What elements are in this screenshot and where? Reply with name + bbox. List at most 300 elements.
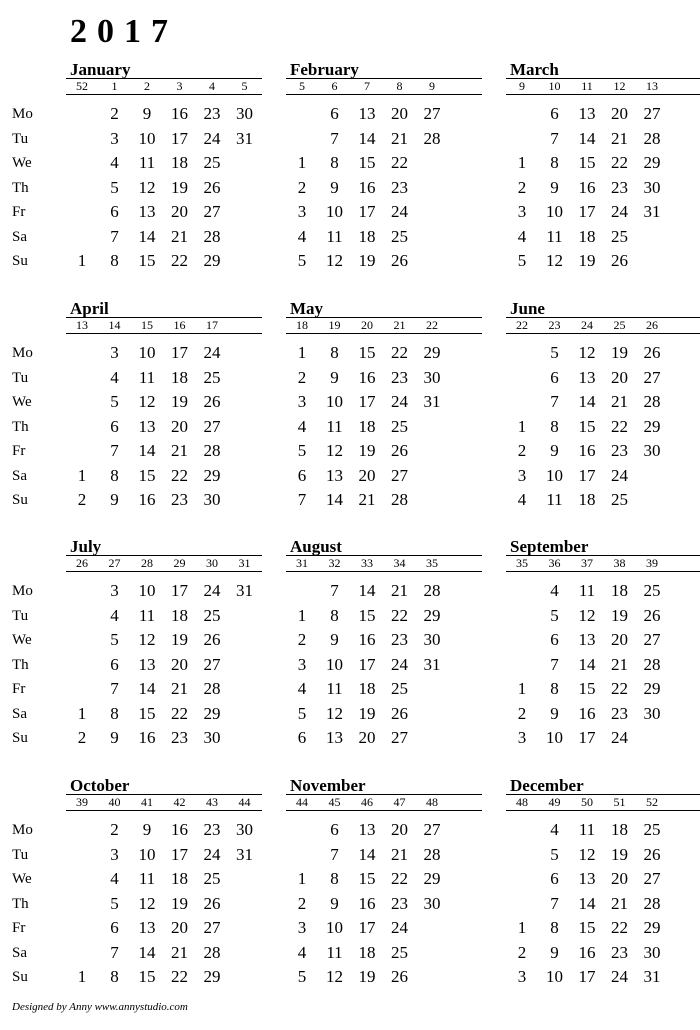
day-cell: 21: [391, 844, 408, 864]
day-cell: 22: [611, 918, 628, 937]
day-cell: 28: [643, 893, 661, 913]
day-cell: 5: [110, 177, 119, 197]
day-cell: 11: [326, 942, 343, 962]
day-cell: 23: [203, 820, 221, 839]
day-cell: 22: [391, 605, 408, 625]
day-cell: 15: [358, 605, 376, 625]
day-cell: 10: [546, 728, 563, 747]
weekday-label: Fr: [12, 920, 26, 936]
week-number: 18: [296, 318, 308, 332]
day-cell: 28: [203, 679, 221, 698]
month-october: [66, 778, 266, 993]
day-cell: 22: [391, 869, 408, 888]
week-number: 6: [331, 79, 338, 93]
day-cell: 28: [203, 226, 221, 246]
day-cell: 30: [643, 942, 661, 962]
day-cell: 26: [611, 251, 628, 270]
day-cell: 22: [171, 967, 188, 986]
day-cell: 2: [517, 441, 527, 460]
day-cell: 3: [297, 392, 307, 411]
day-cell: 2: [517, 942, 527, 962]
day-cell: 16: [578, 177, 596, 197]
day-cell: 10: [138, 343, 156, 362]
day-cell: 4: [110, 367, 119, 387]
week-number-row: [506, 317, 700, 334]
day-cell: 18: [358, 226, 376, 246]
day-cell: 25: [391, 942, 408, 962]
weekday-label: We: [12, 632, 32, 648]
day-cell: 8: [330, 343, 339, 362]
month-name: December: [510, 776, 584, 795]
day-cell: 30: [423, 630, 441, 649]
day-cell: 16: [171, 820, 188, 839]
day-cell: 14: [578, 893, 596, 913]
day-cell: 24: [391, 918, 408, 937]
week-number-row: [286, 78, 482, 95]
weekday-label: Su: [12, 730, 28, 746]
day-cell: 13: [578, 630, 596, 649]
day-cell: 12: [138, 893, 156, 913]
week-number: 39: [76, 795, 88, 809]
week-number: 19: [328, 318, 341, 332]
day-cell: 10: [138, 128, 156, 148]
week-number-row: [506, 794, 700, 811]
weekday-label: Tu: [12, 607, 29, 624]
day-cell: 6: [297, 728, 307, 747]
day-cell: 11: [138, 605, 156, 625]
month-august: [286, 539, 486, 754]
day-cell: 16: [358, 630, 376, 649]
day-cell: 25: [391, 679, 408, 698]
day-cell: 16: [138, 490, 156, 509]
day-cell: 8: [550, 416, 559, 436]
week-number: 44: [238, 795, 251, 809]
day-cell: 25: [391, 226, 408, 246]
day-cell: 10: [138, 844, 156, 864]
day-cell: 2: [297, 630, 307, 649]
day-cell: 20: [171, 654, 188, 674]
week-number-row: [286, 794, 482, 811]
day-cell: 11: [578, 820, 596, 839]
day-cell: 16: [578, 703, 596, 723]
day-cell: 18: [358, 942, 376, 962]
month-may: [286, 301, 486, 516]
month-name: June: [510, 299, 545, 318]
day-cell: 8: [110, 465, 119, 485]
day-cell: 11: [546, 490, 563, 509]
day-cell: 10: [326, 392, 343, 411]
day-cell: 15: [578, 918, 596, 937]
week-number: 46: [361, 795, 373, 809]
day-cell: 7: [330, 581, 339, 600]
day-cell: 15: [138, 251, 156, 270]
day-cell: 8: [550, 153, 559, 172]
day-cell: 4: [297, 416, 307, 436]
day-cell: 2: [110, 820, 119, 839]
weekday-label: Fr: [12, 443, 26, 459]
day-cell: 10: [546, 465, 563, 485]
day-cell: 15: [578, 416, 596, 436]
weekday-label: Tu: [12, 369, 29, 386]
day-cell: 1: [77, 251, 87, 270]
day-cell: 9: [550, 177, 559, 197]
weekday-label: Sa: [12, 467, 27, 484]
day-cell: 27: [203, 202, 221, 221]
day-cell: 24: [611, 465, 628, 485]
day-cell: 8: [330, 869, 339, 888]
week-number: 4: [209, 79, 215, 93]
day-cell: 28: [643, 654, 661, 674]
day-cell: 6: [110, 202, 119, 221]
day-cell: 17: [171, 128, 188, 148]
day-cell: 5: [110, 893, 119, 913]
day-cell: 28: [643, 128, 661, 148]
weekday-label: Mo: [12, 583, 33, 599]
day-cell: 24: [203, 343, 221, 362]
day-cell: 17: [171, 844, 188, 864]
week-number: 38: [613, 556, 626, 570]
week-number: 5: [299, 79, 305, 93]
day-cell: 9: [330, 630, 339, 649]
day-cell: 11: [326, 226, 343, 246]
day-cell: 8: [550, 679, 559, 698]
week-number: 36: [548, 556, 561, 570]
day-cell: 29: [203, 465, 221, 485]
day-cell: 1: [517, 153, 527, 172]
day-cell: 2: [517, 703, 527, 723]
day-cell: 29: [643, 153, 661, 172]
day-cell: 21: [611, 392, 628, 411]
day-cell: 7: [330, 844, 339, 864]
day-cell: 22: [391, 153, 408, 172]
day-cell: 3: [297, 202, 307, 221]
day-cell: 8: [330, 605, 339, 625]
day-cell: 27: [423, 820, 441, 839]
day-cell: 22: [391, 343, 408, 362]
week-number: 40: [108, 795, 121, 809]
day-cell: 2: [110, 104, 119, 123]
month-name: September: [510, 537, 589, 556]
day-cell: 20: [611, 630, 628, 649]
day-cell: 14: [358, 844, 376, 864]
day-cell: 26: [391, 703, 408, 723]
day-cell: 13: [138, 654, 156, 674]
day-cell: 17: [358, 654, 376, 674]
day-cell: 11: [138, 367, 156, 387]
day-cell: 24: [611, 202, 628, 221]
day-cell: 14: [138, 441, 156, 460]
month-july: [66, 539, 266, 754]
day-cell: 21: [611, 128, 628, 148]
day-cell: 1: [77, 703, 87, 723]
week-number: 9: [519, 79, 525, 93]
day-cell: 27: [203, 654, 221, 674]
day-cell: 9: [142, 820, 152, 839]
day-cell: 2: [517, 177, 527, 197]
day-cell: 13: [358, 820, 376, 839]
day-cell: 7: [110, 942, 119, 962]
day-cell: 24: [391, 654, 408, 674]
month-january: [66, 62, 266, 277]
day-cell: 27: [643, 630, 661, 649]
day-cell: 20: [358, 728, 376, 747]
day-cell: 12: [326, 441, 343, 460]
designer-credit: Designed by Anny www.annystudio.com: [12, 1001, 188, 1013]
day-cell: 15: [578, 679, 596, 698]
day-cell: 20: [611, 104, 628, 123]
week-number: 51: [613, 795, 626, 809]
day-cell: 27: [423, 104, 441, 123]
week-number: 13: [646, 79, 658, 93]
day-cell: 19: [358, 703, 376, 723]
weekday-label: Tu: [12, 130, 29, 147]
month-name: May: [290, 299, 324, 318]
week-number: 2: [144, 79, 150, 93]
day-cell: 21: [391, 128, 408, 148]
day-cell: 8: [110, 251, 119, 270]
day-cell: 5: [297, 441, 307, 460]
day-cell: 9: [550, 441, 559, 460]
day-cell: 20: [391, 820, 408, 839]
day-cell: 16: [358, 177, 376, 197]
day-cell: 14: [578, 392, 596, 411]
day-cell: 22: [611, 153, 628, 172]
day-cell: 7: [110, 226, 119, 246]
week-number-row: [286, 555, 482, 572]
day-cell: 4: [517, 226, 527, 246]
week-number: 25: [613, 318, 626, 332]
week-number: 47: [393, 795, 406, 809]
week-number-row: [66, 794, 262, 811]
day-cell: 23: [171, 490, 188, 509]
week-number: 10: [548, 79, 561, 93]
day-cell: 26: [391, 251, 408, 270]
week-number: 16: [173, 318, 186, 332]
week-number: 12: [613, 79, 626, 93]
day-cell: 26: [643, 343, 661, 362]
day-cell: 23: [391, 893, 408, 913]
weekday-label: Su: [12, 253, 28, 269]
week-number: 26: [76, 556, 88, 570]
weekday-label: We: [12, 155, 32, 171]
day-cell: 27: [203, 918, 221, 937]
week-number: 37: [581, 556, 593, 570]
week-number: 3: [176, 79, 183, 93]
day-cell: 28: [203, 942, 221, 962]
day-cell: 11: [138, 869, 156, 888]
day-cell: 18: [358, 679, 376, 698]
day-cell: 15: [358, 343, 376, 362]
weekday-label: Th: [12, 656, 29, 673]
day-cell: 19: [611, 605, 628, 625]
day-cell: 3: [297, 918, 307, 937]
day-cell: 30: [236, 820, 253, 839]
day-cell: 30: [203, 728, 221, 747]
week-number: 45: [328, 795, 341, 809]
day-cell: 9: [550, 703, 559, 723]
day-cell: 19: [578, 251, 596, 270]
day-cell: 13: [578, 104, 596, 123]
day-cell: 15: [138, 703, 156, 723]
day-cell: 3: [297, 654, 307, 674]
day-cell: 2: [77, 728, 87, 747]
day-cell: 27: [391, 728, 408, 747]
week-number: 33: [361, 556, 373, 570]
day-cell: 29: [423, 343, 441, 362]
week-number: 44: [296, 795, 308, 809]
day-cell: 14: [578, 128, 596, 148]
day-cell: 26: [203, 893, 221, 913]
week-number: 28: [141, 556, 153, 570]
day-cell: 20: [171, 918, 188, 937]
week-number: 48: [426, 795, 438, 809]
day-cell: 18: [611, 820, 628, 839]
day-cell: 27: [643, 869, 661, 888]
day-cell: 6: [550, 630, 559, 649]
day-cell: 7: [550, 654, 559, 674]
day-cell: 10: [138, 581, 156, 600]
day-cell: 3: [517, 728, 527, 747]
day-cell: 17: [171, 581, 188, 600]
day-cell: 17: [171, 343, 188, 362]
weekday-label: Th: [12, 895, 29, 912]
week-number: 32: [328, 556, 341, 570]
day-cell: 1: [517, 918, 527, 937]
day-cell: 25: [611, 226, 628, 246]
day-cell: 15: [138, 465, 156, 485]
day-cell: 31: [643, 202, 661, 221]
day-cell: 31: [643, 967, 661, 986]
month-name: November: [290, 776, 366, 795]
day-cell: 23: [611, 703, 628, 723]
calendar-year-title: 2017: [70, 13, 178, 50]
week-number-row: [506, 78, 700, 95]
day-cell: 18: [171, 869, 188, 888]
day-cell: 5: [550, 605, 559, 625]
weekday-label: We: [12, 871, 32, 887]
day-cell: 24: [391, 392, 408, 411]
day-cell: 13: [578, 367, 596, 387]
day-cell: 4: [110, 605, 119, 625]
day-cell: 12: [138, 177, 156, 197]
day-cell: 6: [110, 654, 119, 674]
day-cell: 25: [203, 605, 221, 625]
day-cell: 3: [110, 343, 119, 362]
day-cell: 1: [77, 465, 87, 485]
day-cell: 23: [611, 942, 628, 962]
day-cell: 1: [517, 416, 527, 436]
day-cell: 26: [391, 441, 408, 460]
day-cell: 20: [171, 202, 188, 221]
week-number-row: [66, 78, 262, 95]
day-cell: 16: [578, 441, 596, 460]
week-number: 5: [241, 79, 248, 93]
day-cell: 29: [423, 605, 441, 625]
day-cell: 27: [643, 367, 661, 387]
day-cell: 11: [578, 581, 596, 600]
week-number: 43: [206, 795, 218, 809]
day-cell: 7: [550, 893, 559, 913]
day-cell: 26: [203, 630, 221, 649]
day-cell: 13: [326, 465, 343, 485]
day-cell: 28: [423, 581, 441, 600]
month-name: March: [510, 60, 559, 79]
day-cell: 16: [578, 942, 596, 962]
day-cell: 8: [550, 918, 559, 937]
day-cell: 19: [171, 893, 188, 913]
week-number: 15: [141, 318, 153, 332]
day-cell: 26: [203, 177, 221, 197]
day-cell: 23: [171, 728, 188, 747]
day-cell: 2: [297, 177, 307, 197]
weekday-label: Mo: [12, 822, 33, 838]
week-number: 35: [516, 556, 528, 570]
week-number: 26: [646, 318, 658, 332]
day-cell: 4: [297, 226, 307, 246]
day-cell: 19: [358, 251, 376, 270]
day-cell: 3: [110, 128, 119, 148]
day-cell: 1: [297, 605, 307, 625]
weekday-label: Tu: [12, 846, 29, 863]
day-cell: 7: [330, 128, 339, 148]
day-cell: 19: [171, 392, 188, 411]
day-cell: 14: [358, 128, 376, 148]
day-cell: 27: [391, 465, 408, 485]
day-cell: 6: [550, 367, 559, 387]
day-cell: 26: [643, 844, 661, 864]
day-cell: 2: [297, 367, 307, 387]
day-cell: 24: [391, 202, 408, 221]
day-cell: 18: [171, 153, 188, 172]
day-cell: 31: [423, 392, 441, 411]
week-number: 41: [141, 795, 153, 809]
day-cell: 4: [550, 581, 559, 600]
weekday-label: Mo: [12, 345, 33, 361]
day-cell: 25: [203, 869, 221, 888]
day-cell: 13: [138, 918, 156, 937]
day-cell: 10: [326, 654, 343, 674]
day-cell: 14: [138, 942, 156, 962]
day-cell: 15: [578, 153, 596, 172]
day-cell: 13: [578, 869, 596, 888]
day-cell: 5: [297, 703, 307, 723]
day-cell: 5: [110, 630, 119, 649]
day-cell: 21: [171, 679, 188, 698]
day-cell: 19: [171, 177, 188, 197]
day-cell: 9: [330, 177, 339, 197]
day-cell: 18: [171, 367, 188, 387]
week-number-row: [66, 317, 262, 334]
day-cell: 12: [326, 703, 343, 723]
month-name: January: [70, 60, 131, 79]
day-cell: 10: [546, 202, 563, 221]
day-cell: 9: [110, 490, 119, 509]
weekday-label: Th: [12, 179, 29, 196]
day-cell: 30: [423, 367, 441, 387]
day-cell: 17: [578, 728, 596, 747]
day-cell: 11: [138, 153, 156, 172]
weekday-label: Fr: [12, 681, 26, 697]
weekday-label: Su: [12, 969, 28, 985]
day-cell: 12: [326, 967, 343, 986]
day-cell: 12: [138, 630, 156, 649]
week-number-row: [66, 555, 262, 572]
month-april: [66, 301, 266, 516]
week-number: 27: [108, 556, 121, 570]
day-cell: 26: [391, 967, 408, 986]
day-cell: 18: [578, 226, 596, 246]
day-cell: 15: [138, 967, 156, 986]
